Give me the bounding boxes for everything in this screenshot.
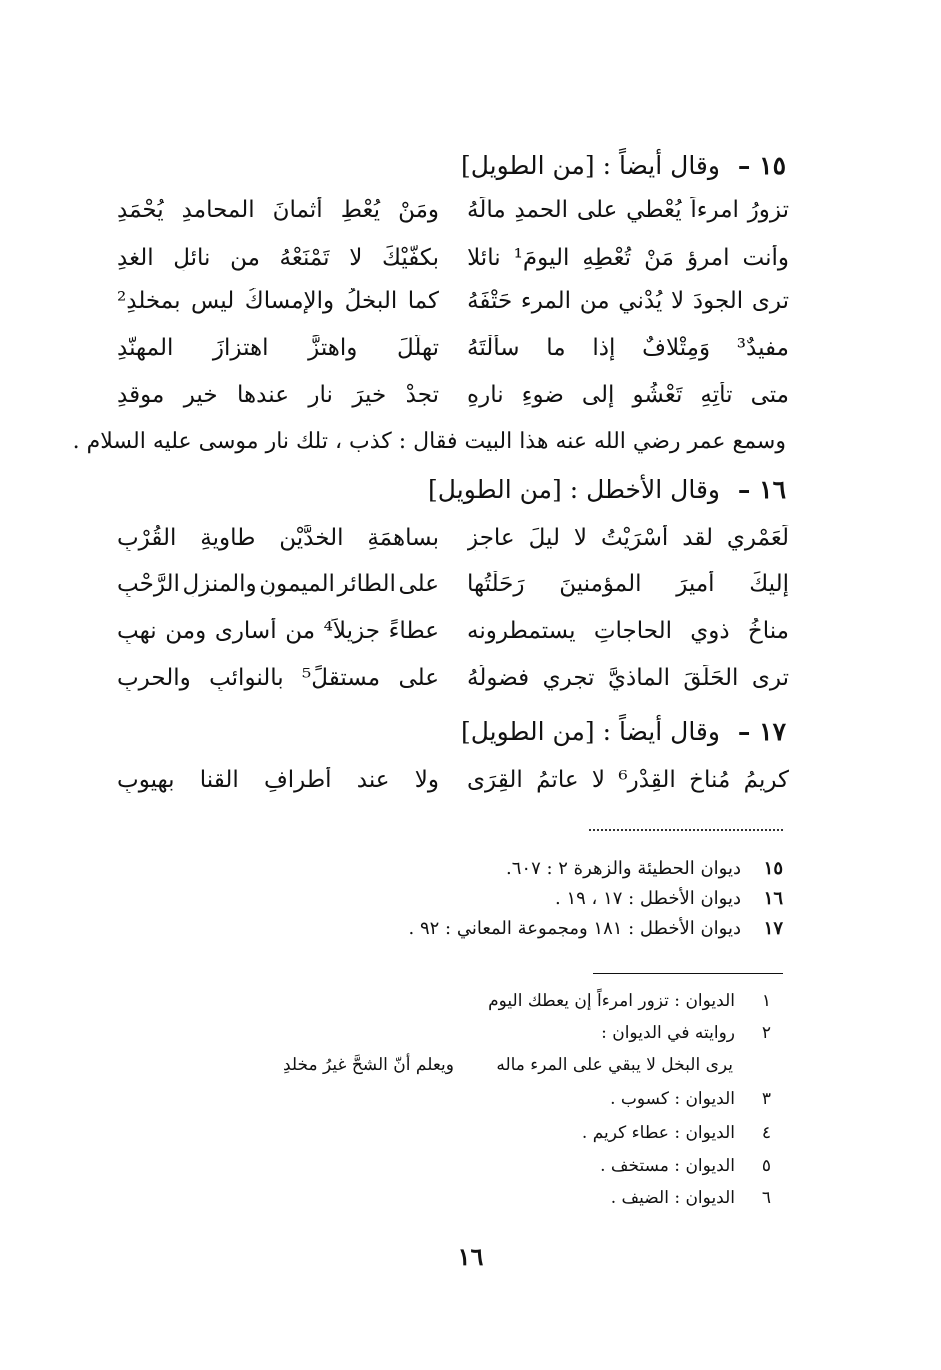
verse-word: الجودَ — [692, 288, 744, 314]
verse-word: لا — [573, 525, 588, 551]
hemistich-first — [467, 767, 789, 793]
verse-word: مُناخِ — [689, 767, 731, 793]
hemistich-second — [117, 335, 439, 361]
verse-word: عندها — [237, 382, 289, 408]
verse-word: ولا — [414, 767, 439, 793]
poem-number: ١٥ – — [737, 151, 786, 180]
verse-word: أطرافِ — [263, 767, 332, 793]
poem-15-heading — [461, 146, 786, 186]
verse-line — [117, 326, 789, 370]
verse-word: والحربِ — [117, 665, 191, 691]
verse-word: بالنوائبِ — [209, 665, 284, 691]
verse-word: القنا — [199, 767, 239, 793]
verse-word: الماذيَّ — [608, 665, 670, 691]
verse-word: ومن — [165, 618, 207, 644]
verse-word: اهتزازَ — [212, 335, 269, 361]
verse-word: امرؤ — [686, 245, 730, 271]
verse-word: كما — [407, 288, 439, 314]
verse-word: عاتمُ — [536, 767, 579, 793]
verse-word: تَمْنَعْهُ — [279, 245, 330, 271]
hemistich-second — [117, 288, 439, 314]
source-reference: ١٦ديوان الأخطل : ١٧ ، ١٩ . — [555, 888, 783, 909]
poem-15-note: وسمع عمر رضي الله عنه هذا البيت فقال : كذب ، تلك نار موسى عليه السلام . — [72, 429, 786, 454]
footnote: ٢روايته في الديوان : — [601, 1023, 771, 1043]
verse-word: رَحَلْتُها — [467, 571, 525, 597]
poem-number: ١٦ – — [737, 475, 786, 504]
verse-word: لقد — [682, 525, 713, 551]
footnote-verse — [283, 1050, 733, 1080]
hemistich-second — [117, 197, 439, 223]
verse-line — [117, 373, 789, 417]
heading-text: وقال أيضاً : [من الطويل] — [460, 151, 720, 180]
verse-word: من — [285, 618, 316, 644]
verse-word: الحاجاتِ — [593, 618, 672, 644]
heading-text: وقال أيضاً : [من الطويل] — [460, 717, 720, 746]
verse-word: تجدْ — [405, 382, 439, 408]
footnote: ٥الديوان : مستخف . — [600, 1156, 771, 1176]
verse-word: لا — [349, 245, 363, 271]
verse-line — [117, 609, 789, 653]
verse-word: حَتْفَهُ — [467, 288, 513, 314]
verse-word: وأنت — [742, 245, 789, 271]
verse-word: اليومَ¹ — [513, 245, 570, 271]
verse-word: خيرَ — [352, 382, 387, 408]
verse-word: الطائرِ — [337, 571, 396, 597]
verse-word: الحَلَقَ — [683, 665, 739, 691]
verse-word: على — [398, 571, 439, 597]
verse-word: متى — [750, 382, 789, 408]
verse-word: يُدْني — [618, 288, 663, 314]
verse-word: ضوءِ — [521, 382, 564, 408]
verse-word: أثمانَ — [272, 197, 323, 223]
hemistich-first — [467, 245, 789, 271]
verse-word: من — [579, 288, 610, 314]
page-number: ١٦ — [457, 1242, 484, 1271]
verse-word: القِرَى — [467, 767, 523, 793]
verse-line — [117, 188, 789, 232]
hemistich-second — [117, 767, 439, 793]
verse-word: كريمُ — [743, 767, 789, 793]
verse-word: إذا — [592, 335, 616, 361]
verse-word: ومَنْ — [398, 197, 439, 223]
footnote-rule — [593, 973, 783, 974]
verse-word: القُرْبِ — [117, 525, 177, 551]
hemistich-first — [467, 525, 789, 551]
verse-word: على — [398, 665, 439, 691]
verse-line — [117, 562, 789, 606]
verse-word: أُسارى — [214, 618, 277, 644]
hemistich-second — [117, 382, 439, 408]
verse-word: الغدِ — [117, 245, 154, 271]
verse-word: مفيدٌ³ — [736, 335, 789, 361]
verse-word: مَنْ — [644, 245, 674, 271]
hemistich-first — [467, 665, 789, 691]
verse-word: من — [230, 245, 260, 271]
verse-word: إلى — [581, 382, 615, 408]
verse-word: فضولُهُ — [467, 665, 530, 691]
verse-word: ترى — [751, 288, 789, 314]
verse-word: مالَهُ — [467, 197, 506, 223]
verse-word: الخدَّيْنِ — [279, 525, 344, 551]
verse-line — [117, 656, 789, 700]
verse-word: عاجزٍ — [467, 525, 515, 551]
verse-line — [117, 758, 789, 802]
verse-word: عند — [356, 767, 390, 793]
verse-word: طاويةِ — [200, 525, 256, 551]
verse-word: بمخلدِ² — [117, 288, 181, 314]
verse-word: يستمطرونه — [467, 618, 576, 644]
hemistich-second: ويعلم أنّ الشحَّ غيرُ مخلدِ — [283, 1055, 454, 1075]
hemistich-first — [467, 197, 789, 223]
verse-word: تُعْطِهِ — [582, 245, 632, 271]
hemistich-second — [117, 618, 439, 644]
verse-word: بهيوبِ — [117, 767, 175, 793]
verse-word: ترى — [751, 665, 789, 691]
verse-word: أَسْرَيْتُ — [600, 525, 669, 551]
verse-word: نارِهِ — [467, 382, 504, 408]
verse-word: واهتزَّ — [308, 335, 358, 361]
hemistich-first — [467, 618, 789, 644]
verse-line — [117, 279, 789, 323]
verse-word: القِدْرِ⁶ — [618, 767, 676, 793]
verse-word: عطاءً — [388, 618, 439, 644]
verse-word: مناخُ — [747, 618, 789, 644]
verse-word: تجري — [542, 665, 595, 691]
verse-word: ما — [546, 335, 566, 361]
verse-word: مستقلٍّ⁵ — [302, 665, 381, 691]
verse-line — [117, 236, 789, 280]
poem-16-heading — [428, 470, 786, 510]
verse-word: البخلُ — [344, 288, 398, 314]
verse-word: والإمساكُ — [244, 288, 335, 314]
poem-number: ١٧ – — [737, 717, 786, 746]
footnote: ٣الديوان : كسوب . — [610, 1089, 771, 1109]
footnote: ٤الديوان : عطاء كريم . — [581, 1123, 771, 1143]
verse-word: تأتِهِ — [700, 382, 733, 408]
verse-word: نهبِ — [117, 618, 157, 644]
poem-17-heading — [461, 712, 786, 752]
footnote: ١الديوان : تزور امرءاً إن يعطك اليوم — [488, 991, 771, 1011]
verse-word: نارٍ — [308, 382, 333, 408]
hemistich-first: يرى البخل لا يبقي على المرء ماله — [496, 1055, 733, 1075]
verse-word: يُحْمَدِ — [117, 197, 164, 223]
verse-word: بكفَّيْكَ — [381, 245, 439, 271]
verse-word: الحمدِ — [514, 197, 569, 223]
verse-word: المؤمنينَ — [559, 571, 642, 597]
verse-word: نائلا — [467, 245, 501, 271]
hemistich-second — [117, 665, 439, 691]
verse-line — [117, 516, 789, 560]
verse-word: تزورُ — [747, 197, 789, 223]
verse-word: لَعَمْري — [726, 525, 789, 551]
hemistich-second — [117, 571, 439, 597]
verse-word: والمنزلِ — [182, 571, 257, 597]
dotted-separator — [589, 829, 783, 831]
verse-word: لا — [671, 288, 685, 314]
verse-word: المهنّدِ — [117, 335, 174, 361]
source-reference: ١٥ديوان الحطيئة والزهرة ٢ : ٦٠٧. — [506, 858, 783, 879]
verse-word: أميرَ — [676, 571, 715, 597]
verse-word: امرءاً — [690, 197, 739, 223]
verse-word: يُعْطي — [626, 197, 682, 223]
verse-word: سألْتَهُ — [467, 335, 520, 361]
hemistich-second — [117, 245, 439, 271]
verse-word: يُعْطِ — [340, 197, 381, 223]
verse-word: المحامدِ — [181, 197, 255, 223]
verse-word: ذوي — [690, 618, 730, 644]
verse-word: جزيلاً⁴ — [323, 618, 380, 644]
verse-word: على — [576, 197, 618, 223]
verse-word: تَعْشُو — [632, 382, 683, 408]
verse-word: الرَّحْبِ — [117, 571, 180, 597]
verse-word: ليس — [190, 288, 235, 314]
verse-word: المرء — [520, 288, 572, 314]
verse-word: الميمونِ — [259, 571, 335, 597]
verse-word: نائلِ — [173, 245, 211, 271]
hemistich-first — [467, 335, 789, 361]
hemistich-first — [467, 571, 789, 597]
verse-word: لا — [591, 767, 606, 793]
verse-word: موقدِ — [117, 382, 165, 408]
heading-text: وقال الأخطل : [من الطويل] — [428, 475, 720, 504]
verse-word: وَمِتْلافٌ — [642, 335, 711, 361]
verse-word: خير — [183, 382, 218, 408]
verse-word: إليكَ — [749, 571, 789, 597]
hemistich-second — [117, 525, 439, 551]
verse-word: تهلَّلَ — [396, 335, 439, 361]
hemistich-first — [467, 382, 789, 408]
verse-word: بساهمَةِ — [367, 525, 439, 551]
hemistich-first — [467, 288, 789, 314]
source-reference: ١٧ديوان الأخطل : ١٨١ ومجموعة المعاني : ٩٢ . — [408, 918, 783, 939]
footnote: ٦الديوان : الضيف . — [610, 1188, 771, 1208]
verse-word: ليلَ — [528, 525, 560, 551]
